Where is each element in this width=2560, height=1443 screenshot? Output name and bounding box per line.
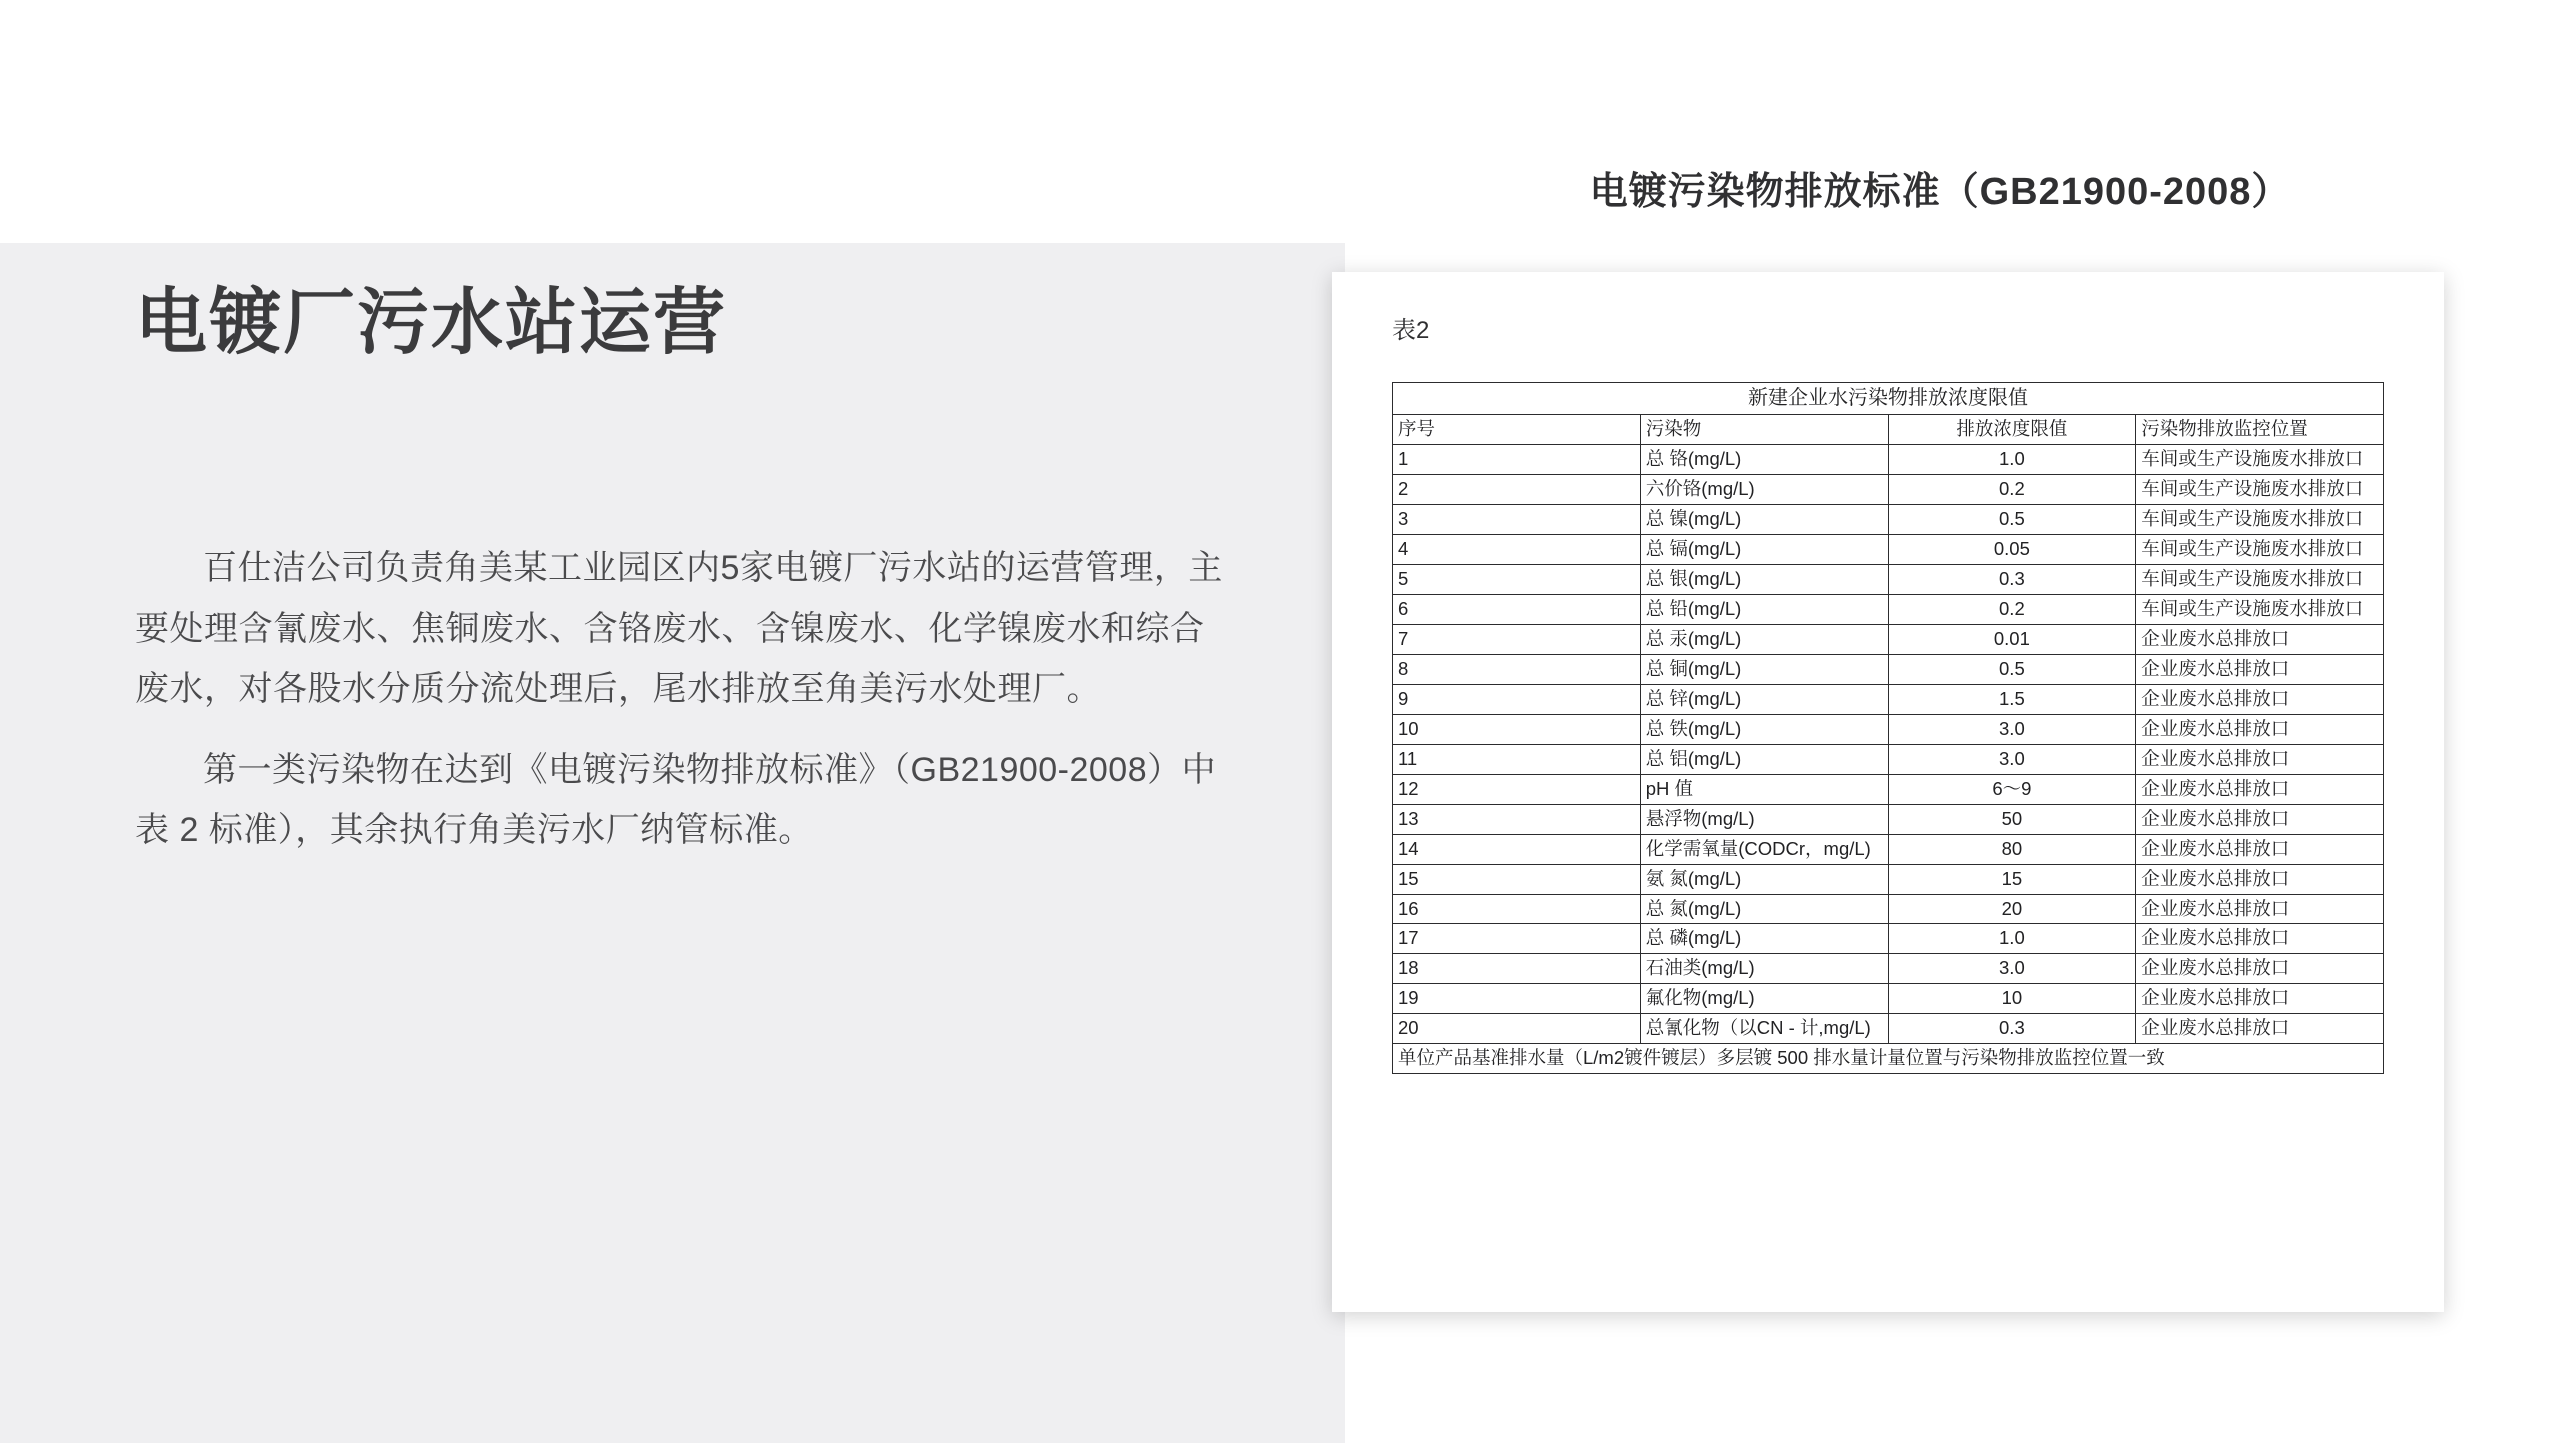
- cell-position: 企业废水总排放口: [2136, 654, 2384, 684]
- cell-limit: 0.3: [1888, 1014, 2136, 1044]
- table-header-row: [1393, 415, 2384, 445]
- table-caption: 新建企业水污染物排放浓度限值: [1393, 383, 2384, 415]
- table-footnote-row: [1393, 1044, 2384, 1074]
- cell-pollutant: 总 铜(mg/L): [1640, 654, 1888, 684]
- cell-pollutant: 总 铅(mg/L): [1640, 594, 1888, 624]
- cell-no: 10: [1393, 714, 1641, 744]
- cell-limit: 50: [1888, 804, 2136, 834]
- cell-no: 7: [1393, 624, 1641, 654]
- cell-no: 16: [1393, 894, 1641, 924]
- cell-no: 9: [1393, 684, 1641, 714]
- cell-limit: 10: [1888, 984, 2136, 1014]
- table-row: [1393, 744, 2384, 774]
- cell-position: 企业废水总排放口: [2136, 624, 2384, 654]
- cell-no: 18: [1393, 954, 1641, 984]
- cell-limit: 15: [1888, 864, 2136, 894]
- cell-pollutant: 总 磷(mg/L): [1640, 924, 1888, 954]
- cell-pollutant: 总 铁(mg/L): [1640, 714, 1888, 744]
- body-text: [135, 538, 1225, 881]
- cell-pollutant: 总 锌(mg/L): [1640, 684, 1888, 714]
- cell-pollutant: 悬浮物(mg/L): [1640, 804, 1888, 834]
- cell-position: 企业废水总排放口: [2136, 1014, 2384, 1044]
- cell-no: 1: [1393, 444, 1641, 474]
- cell-pollutant: 氨 氮(mg/L): [1640, 864, 1888, 894]
- cell-limit: 0.3: [1888, 564, 2136, 594]
- cell-no: 5: [1393, 564, 1641, 594]
- cell-limit: 3.0: [1888, 744, 2136, 774]
- cell-limit: 0.01: [1888, 624, 2136, 654]
- cell-pollutant: 总氰化物（以CN - 计,mg/L): [1640, 1014, 1888, 1044]
- cell-limit: 1.0: [1888, 924, 2136, 954]
- table-row: [1393, 1014, 2384, 1044]
- table-body: [1393, 383, 2384, 1074]
- table-row: [1393, 924, 2384, 954]
- cell-no: 12: [1393, 774, 1641, 804]
- cell-position: 企业废水总排放口: [2136, 954, 2384, 984]
- cell-limit: 20: [1888, 894, 2136, 924]
- paragraph-2: 第一类污染物在达到《电镀污染物排放标准》（GB21900-2008）中表 2 标准），其余执行角美污水厂纳管标准。: [135, 750, 1217, 850]
- cell-position: 企业废水总排放口: [2136, 684, 2384, 714]
- cell-limit: 1.0: [1888, 444, 2136, 474]
- cell-limit: 0.2: [1888, 594, 2136, 624]
- cell-position: 企业废水总排放口: [2136, 924, 2384, 954]
- cell-position: 车间或生产设施废水排放口: [2136, 534, 2384, 564]
- cell-position: 企业废水总排放口: [2136, 834, 2384, 864]
- cell-no: 11: [1393, 744, 1641, 774]
- table-row: [1393, 774, 2384, 804]
- table-row: [1393, 534, 2384, 564]
- page-title: 电镀厂污水站运营: [135, 283, 728, 363]
- cell-position: 车间或生产设施废水排放口: [2136, 474, 2384, 504]
- cell-pollutant: 总 铬(mg/L): [1640, 444, 1888, 474]
- cell-no: 2: [1393, 474, 1641, 504]
- cell-limit: 0.05: [1888, 534, 2136, 564]
- table-label: 表2: [1392, 317, 1430, 344]
- cell-position: 企业废水总排放口: [2136, 804, 2384, 834]
- cell-no: 13: [1393, 804, 1641, 834]
- header-limit: 排放浓度限值: [1888, 415, 2136, 445]
- cell-no: 4: [1393, 534, 1641, 564]
- cell-position: 企业废水总排放口: [2136, 864, 2384, 894]
- cell-pollutant: 总 镍(mg/L): [1640, 504, 1888, 534]
- cell-position: 企业废水总排放口: [2136, 774, 2384, 804]
- table-row: [1393, 834, 2384, 864]
- cell-position: 车间或生产设施废水排放口: [2136, 504, 2384, 534]
- cell-no: 3: [1393, 504, 1641, 534]
- table-row: [1393, 624, 2384, 654]
- table-row: [1393, 684, 2384, 714]
- table-row: [1393, 504, 2384, 534]
- header-position: 污染物排放监控位置: [2136, 415, 2384, 445]
- table-row: [1393, 804, 2384, 834]
- cell-no: 17: [1393, 924, 1641, 954]
- table-row: [1393, 714, 2384, 744]
- cell-position: 企业废水总排放口: [2136, 714, 2384, 744]
- cell-pollutant: 化学需氧量(CODCr，mg/L): [1640, 834, 1888, 864]
- cell-pollutant: 氟化物(mg/L): [1640, 984, 1888, 1014]
- right-heading: 电镀污染物排放标准（GB21900-2008）: [1589, 171, 2291, 213]
- cell-position: 车间或生产设施废水排放口: [2136, 444, 2384, 474]
- cell-position: 车间或生产设施废水排放口: [2136, 564, 2384, 594]
- cell-no: 19: [1393, 984, 1641, 1014]
- table-row: [1393, 864, 2384, 894]
- cell-no: 15: [1393, 864, 1641, 894]
- cell-limit: 80: [1888, 834, 2136, 864]
- header-pollutant: 污染物: [1640, 415, 1888, 445]
- cell-pollutant: 石油类(mg/L): [1640, 954, 1888, 984]
- cell-limit: 3.0: [1888, 954, 2136, 984]
- cell-no: 14: [1393, 834, 1641, 864]
- cell-position: 企业废水总排放口: [2136, 894, 2384, 924]
- table-row: [1393, 564, 2384, 594]
- emission-standard-table: [1392, 382, 2384, 1074]
- table-row: [1393, 474, 2384, 504]
- table-row: [1393, 984, 2384, 1014]
- table-row: [1393, 444, 2384, 474]
- table-row: [1393, 894, 2384, 924]
- cell-no: 8: [1393, 654, 1641, 684]
- cell-pollutant: 总 铝(mg/L): [1640, 744, 1888, 774]
- cell-limit: 3.0: [1888, 714, 2136, 744]
- cell-limit: 1.5: [1888, 684, 2136, 714]
- cell-limit: 6～9: [1888, 774, 2136, 804]
- cell-pollutant: 总 镉(mg/L): [1640, 534, 1888, 564]
- cell-pollutant: 总 银(mg/L): [1640, 564, 1888, 594]
- cell-position: 企业废水总排放口: [2136, 744, 2384, 774]
- table-caption-row: [1393, 383, 2384, 415]
- cell-limit: 0.2: [1888, 474, 2136, 504]
- table-row: [1393, 954, 2384, 984]
- cell-pollutant: pH 值: [1640, 774, 1888, 804]
- cell-pollutant: 六价铬(mg/L): [1640, 474, 1888, 504]
- header-no: 序号: [1393, 415, 1641, 445]
- cell-position: 车间或生产设施废水排放口: [2136, 594, 2384, 624]
- table-row: [1393, 654, 2384, 684]
- cell-no: 20: [1393, 1014, 1641, 1044]
- cell-pollutant: 总 氮(mg/L): [1640, 894, 1888, 924]
- cell-limit: 0.5: [1888, 654, 2136, 684]
- standard-table-wrapper: [1392, 382, 2384, 1074]
- table-row: [1393, 594, 2384, 624]
- cell-no: 6: [1393, 594, 1641, 624]
- paragraph-1: 百仕洁公司负责角美某工业园区内5家电镀厂污水站的运营管理，主要处理含氰废水、焦铜废水、含铬废水、含镍废水、化学镍废水和综合废水，对各股水分质分流处理后，尾水排放至角美污水处理厂。: [135, 549, 1223, 709]
- cell-position: 企业废水总排放口: [2136, 984, 2384, 1014]
- table-footnote: 单位产品基准排水量（L/m2镀件镀层）多层镀 500 排水量计量位置与污染物排放监控位置一致: [1393, 1044, 2384, 1074]
- cell-limit: 0.5: [1888, 504, 2136, 534]
- cell-pollutant: 总 汞(mg/L): [1640, 624, 1888, 654]
